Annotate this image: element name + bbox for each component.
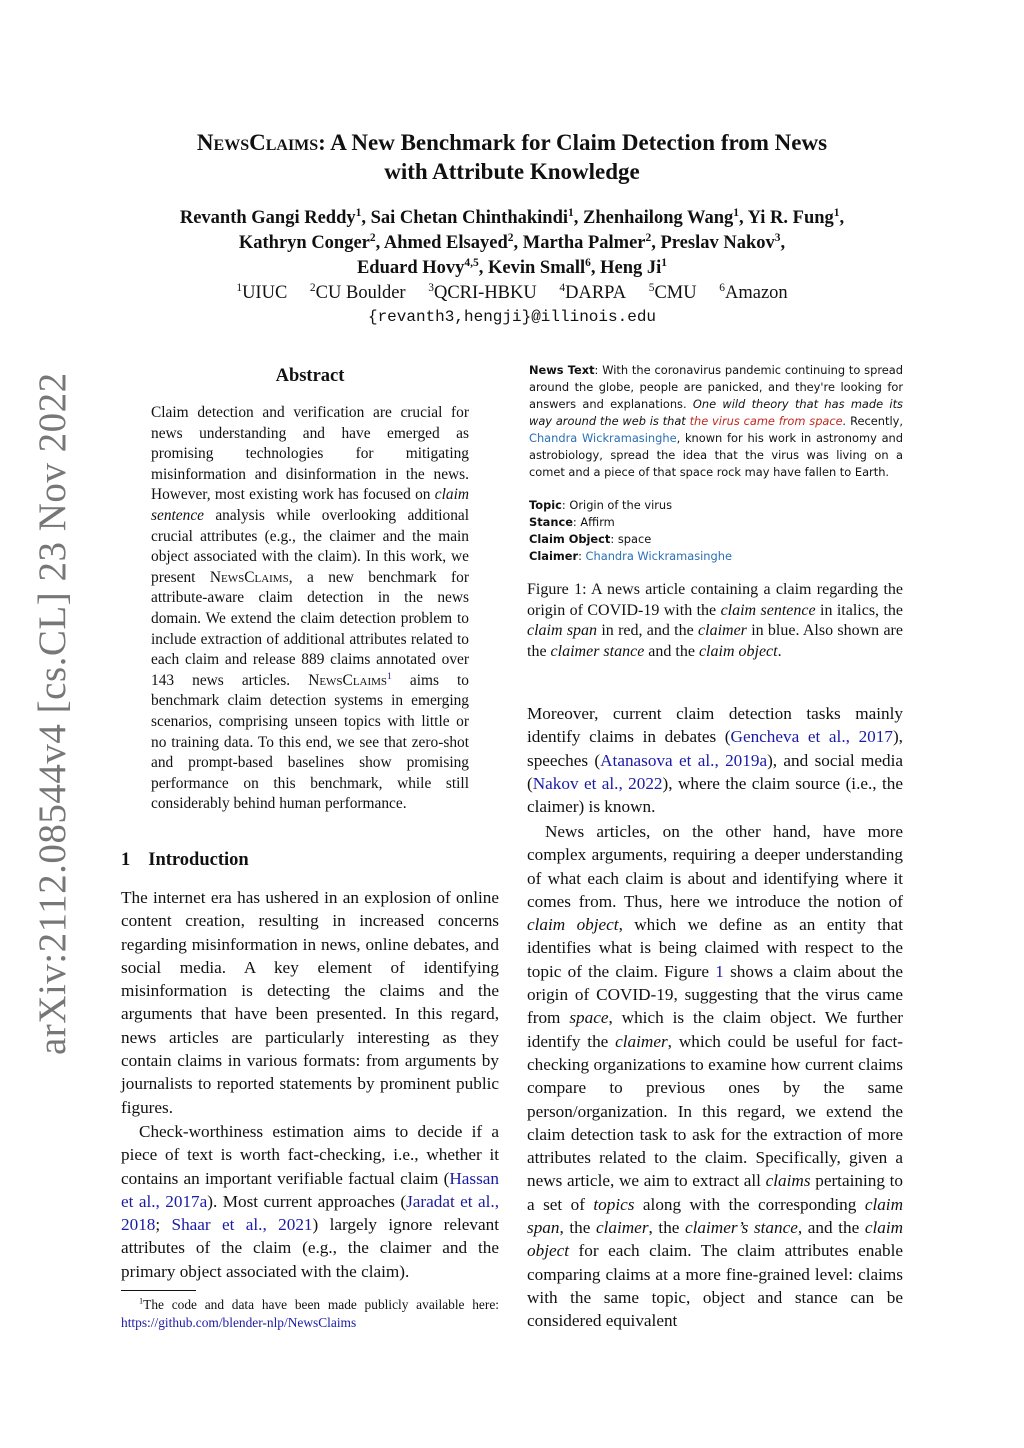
attribute-value: Chandra Wickramasinghe (585, 549, 732, 563)
affiliation-name: DARPA (565, 283, 627, 303)
citation-link[interactable]: Nakov et al., 2022 (532, 773, 663, 793)
paragraph-emphasis: claims (765, 1171, 811, 1191)
author-name: Preslav Nakov (660, 233, 775, 253)
attribute-label: Claimer (529, 549, 579, 563)
paragraph-emphasis: claim object (527, 1218, 904, 1261)
author-list: Revanth Gangi Reddy$^1$, Sai Chetan Chinthakindi$^1$, Zhenhailong Wang$^1$, Yi R. Fung$^1$, Kathryn Conger$^2$, Ahmed Elsayed$^2$, Martha Palmer$^2$, Preslav Nakov$^3$, Eduard Hovy$^{4,5}$, Kevin Small$^6$, Heng Ji$^1$ (179, 206, 845, 278)
paragraph-emphasis: claimer (615, 1031, 668, 1051)
paragraph-segment: ; (155, 1215, 172, 1235)
figure-1-caption (527, 580, 903, 662)
affiliation (236, 283, 287, 303)
affiliation-name: Amazon (724, 283, 788, 303)
author-affiliation-mark: 2 (369, 231, 376, 244)
paragraph-segment: Check-worthiness estimation aims to decide if a piece of text is worth fact-checking, i.e., whether it contains an important verifiable factual claim ( (121, 1122, 499, 1188)
title-line-2: with Attribute Knowledge (384, 159, 640, 184)
caption-emphasis: claim span (527, 622, 598, 640)
author-name: Sai Chetan Chinthakindi (370, 208, 569, 228)
citation-link[interactable]: Hassan et al., 2017a (121, 1168, 499, 1211)
paragraph-emphasis: claim object (527, 915, 619, 935)
author-affiliation-mark: 4,5 (464, 256, 479, 269)
news-text-segment: , known for his work in astronomy and astrobiology, spread the idea that the virus was living on a comet and a piece of that space rock may have fallen to Earth. (529, 431, 904, 479)
abstract-segment: analysis while overlooking additional crucial attributes (e.g., the claimer and the main object associated with the claim). In this work, we present (151, 506, 469, 586)
citation-link[interactable]: Jaradat et al., 2018 (121, 1191, 499, 1235)
affiliation-name: QCRI-HBKU (433, 283, 537, 303)
author-name: Eduard Hovy (356, 258, 465, 278)
attribute-label: Claim Object (529, 532, 611, 546)
footnote-mark: 1 (139, 1296, 144, 1306)
abstract-segment: , a new benchmark for attribute-aware claim detection in the news domain. We extend the claim detection problem to include extraction of additional attributes related to each claim and release 889 claims annotated over 143 news articles. (151, 568, 470, 689)
caption-segment: . (777, 642, 782, 660)
section-heading-introduction (121, 850, 501, 871)
caption-segment: Figure 1: A news article containing a claim regarding the origin of COVID-19 with the (527, 581, 903, 619)
paragraph-segment: for each claim. The claim attributes enable comparing claims at a more fine-grained level: claims with the same topic, object and stance can be considered equivalent (527, 1241, 903, 1331)
abstract-benchmark-name: NewsClaims (308, 671, 388, 689)
news-text-label: News Text (529, 363, 595, 377)
author-name: Yi R. Fung (747, 208, 834, 228)
attribute-claimer: Claimer: Chandra Wickramasinghe (529, 549, 732, 563)
paragraph-segment: ) largely ignore relevant attributes of the claim (e.g., the claimer and the primary object associated with the claim). (121, 1215, 499, 1281)
section-number: 1 (121, 850, 131, 870)
paragraph-segment: , and the (797, 1218, 865, 1238)
author-affiliation-mark: 1 (568, 206, 574, 219)
paragraph-segment: , the (648, 1218, 686, 1238)
paragraph-emphasis: space (569, 1008, 609, 1028)
author-name: Revanth Gangi Reddy (179, 208, 356, 228)
attribute-claim-object: Claim Object: space (529, 532, 652, 546)
paragraph-emphasis: claimer’s stance (685, 1218, 798, 1238)
affiliation-number: 2 (309, 281, 316, 294)
author-affiliation-mark: 1 (661, 256, 668, 269)
author-name: Ahmed Elsayed (383, 233, 508, 253)
claimer-mention: Chandra Wickramasinghe (529, 431, 677, 445)
affiliation-number: 4 (559, 281, 566, 294)
affiliation-name: CU Boulder (315, 283, 406, 303)
footnote-link-mark[interactable]: 1 (387, 670, 392, 682)
figure-reference-link[interactable]: 1 (715, 961, 724, 981)
affiliation-name: UIUC (242, 283, 288, 303)
claim-span: the virus came from space (689, 414, 843, 428)
affiliation (310, 283, 406, 303)
attribute-topic: Topic: Origin of the virus (529, 498, 673, 512)
section-title: Introduction (148, 850, 249, 870)
right-column-paragraph-2 (527, 820, 903, 1333)
affiliation (428, 283, 537, 303)
caption-segment: in italics, the (815, 601, 904, 619)
author-affiliation-mark: 6 (585, 256, 591, 269)
intro-paragraph-2 (121, 1120, 499, 1283)
affiliation-number: 1 (236, 281, 243, 294)
author-affiliation-mark: 1 (733, 206, 740, 219)
author-affiliation-mark: 3 (774, 231, 781, 244)
abstract-text (151, 403, 469, 815)
paragraph-segment: shows a claim about the origin of COVID-19, suggesting that the virus came from (527, 961, 903, 1028)
claim-sentence-segment: One wild theory that has made its way around the web is that (529, 397, 903, 428)
contact-email: {revanth3,hengji}@illinois.edu (367, 308, 657, 326)
affiliation-number: 3 (428, 281, 434, 294)
citation-link[interactable]: Gencheva et al., 2017 (730, 727, 893, 747)
paragraph-emphasis: claim span (527, 1194, 903, 1238)
affiliation (719, 283, 787, 303)
author-affiliation-mark: 1 (355, 206, 362, 219)
figure-attribute-list (529, 497, 903, 565)
affiliation-name: CMU (654, 283, 697, 303)
footnote-url-link[interactable]: https://github.com/blender-nlp/NewsClaims (121, 1315, 357, 1330)
affiliation-list (100, 281, 924, 305)
affiliation (649, 283, 697, 303)
paragraph-emphasis: topics (593, 1194, 635, 1214)
paragraph-segment: Moreover, current claim detection tasks mainly identify claims in debates ( (527, 704, 903, 747)
attribute-value: Origin of the virus (569, 498, 673, 512)
paper-title (100, 128, 924, 186)
footnote-divider (121, 1290, 196, 1291)
abstract-segment: Claim detection and verification are crucial for news understanding and have emerged as promising technologies for mitigating misinformation and disinformation in the news. However, most existing work has focused on (151, 404, 469, 504)
arxiv-identifier-stamp: arXiv:2112.08544v4 [cs.CL] 23 Nov 2022 (31, 372, 74, 1055)
author-name: Kathryn Conger (238, 233, 370, 253)
attribute-stance: Stance: Affirm (529, 515, 615, 529)
footnote (121, 1296, 499, 1332)
paragraph-segment: pertaining to a set of (527, 1171, 904, 1214)
author-affiliation-mark: 2 (507, 231, 514, 244)
footnote-text: The code and data have been made publicly available here: (143, 1297, 499, 1312)
paragraph-segment: ), speeches ( (527, 727, 903, 770)
affiliation-number: 6 (719, 281, 725, 294)
paragraph-segment: ), and social media ( (527, 750, 903, 793)
paragraph-segment: ). Most current approaches ( (207, 1191, 407, 1211)
paragraph-segment: along with the corresponding (634, 1194, 865, 1214)
paragraph-emphasis: claimer (596, 1218, 649, 1238)
paragraph-segment: , which we define as an entity that identifies what is being claimed with respect to the topic of the claim. Figure (527, 915, 903, 981)
citation-link[interactable]: Shaar et al., 2021 (171, 1215, 313, 1235)
author-name: Kevin Small (488, 258, 586, 278)
abstract-heading: Abstract (275, 366, 345, 386)
author-name: Heng Ji (600, 258, 662, 278)
author-name: Martha Palmer (522, 233, 646, 253)
author-affiliation-mark: 2 (645, 231, 652, 244)
figure-1-example (529, 362, 903, 565)
attribute-label: Topic (529, 498, 562, 512)
news-text-segment: Recently, (846, 414, 903, 428)
caption-segment: in red, and the (597, 622, 699, 640)
title-line-1-rest: : A New Benchmark for Claim Detection from News (318, 130, 828, 155)
affiliation (559, 283, 626, 303)
caption-emphasis: claim object (698, 642, 778, 660)
paragraph-segment: ), where the claim source (i.e., the claimer) is known. (527, 773, 903, 817)
caption-segment: and the (644, 642, 699, 660)
caption-emphasis: claimer stance (550, 642, 645, 660)
right-column-paragraph-1 (527, 702, 903, 818)
abstract-segment: aims to benchmark claim detection systems in emerging scenarios, comprising unseen topics with little or no training data. To this end, we see that zero-shot and prompt-based baselines show promising performance on this benchmark, while still considerably behind human performance. (151, 671, 469, 813)
caption-segment: in blue. Also shown are the (527, 622, 903, 660)
paragraph-segment: , which is the claim object. We further identify the (527, 1008, 903, 1051)
attribute-label: Stance (529, 515, 573, 529)
author-name: Zhenhailong Wang (583, 208, 734, 228)
caption-emphasis: claimer (698, 622, 747, 640)
paragraph-segment: , which could be useful for fact-checking organizations to examine how current claims compare to previous ones by the same person/organization. In this regard, we extend the claim detection task to ask for the extraction of more attributes related to the claim. Specifically, given a news article, we aim to extract all (527, 1031, 903, 1191)
abstract-benchmark-name: NewsClaims (209, 568, 289, 586)
title-benchmark-name: NewsClaims (196, 130, 319, 155)
figure-news-text (529, 362, 903, 481)
caption-emphasis: claim sentence (720, 601, 816, 619)
news-text-segment: : With the coronavirus pandemic continuing to spread around the globe, people are panicked, and they're looking for answers and explanations. (529, 363, 903, 411)
citation-link[interactable]: Atanasova et al., 2019a (600, 750, 768, 770)
intro-paragraph-1: The internet era has ushered in an explosion of online content creation, resulting in increased concerns regarding misinformation in news, online debates, and social media. A key element of identifying misinformation is detecting the claims and the arguments that have been presented. In this regard, news articles are particularly interesting as they contain claims in various formats: from arguments by journalists to reported statements by prominent public figures. (121, 888, 499, 1117)
paragraph-segment: News articles, on the other hand, have more complex arguments, requiring a deeper understanding of what each claim is about and identifying where it comes from. Thus, here we introduce the notion of (527, 822, 903, 911)
abstract-emphasis: claim sentence (151, 486, 469, 524)
affiliation-number: 5 (648, 281, 655, 294)
paragraph-segment: , the (559, 1218, 596, 1238)
claim-sentence-segment: . (842, 414, 847, 428)
author-affiliation-mark: 1 (833, 206, 840, 219)
attribute-value: space (617, 532, 652, 546)
attribute-value: Affirm (580, 515, 615, 529)
